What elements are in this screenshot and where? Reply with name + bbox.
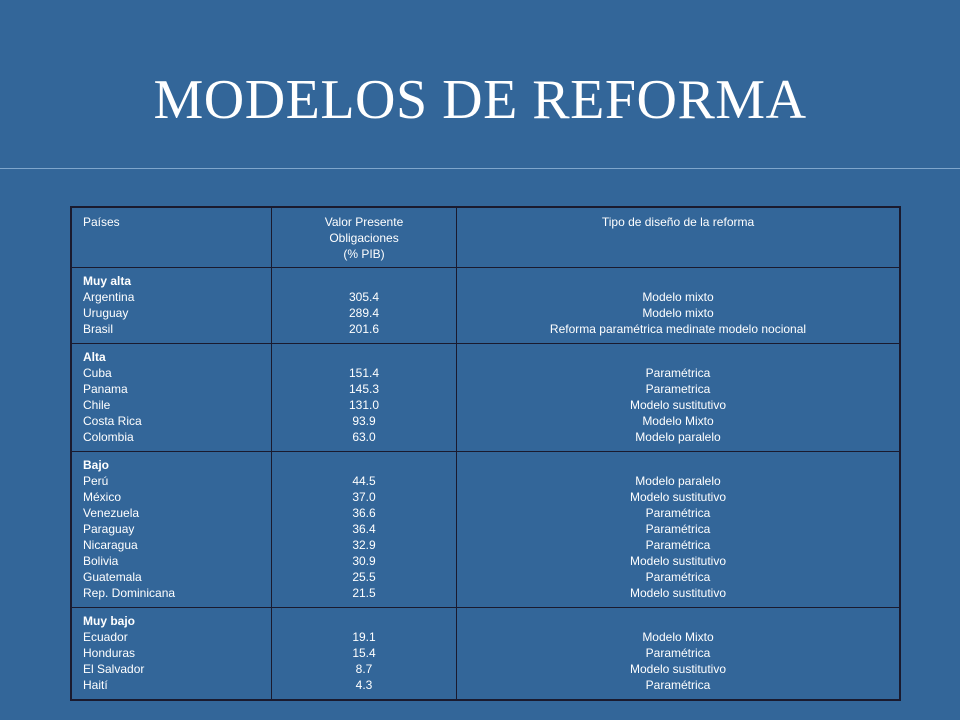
- reform-type: Modelo sustitutivo: [629, 554, 727, 568]
- header-present-value-line: (% PIB): [343, 247, 385, 261]
- obligation-value: 131.0: [348, 398, 380, 412]
- header-reform-type: Tipo de diseño de la reforma: [457, 207, 901, 268]
- obligation-value: 15.4: [352, 646, 376, 660]
- group-label: Muy bajo: [83, 614, 136, 628]
- reform-type: Paramétrica: [645, 570, 711, 584]
- country-name: El Salvador: [83, 662, 145, 676]
- table-header-row: [71, 207, 900, 268]
- reform-type: Paramétrica: [645, 646, 711, 660]
- country-name: Paraguay: [83, 522, 135, 536]
- reform-type: Paramétrica: [645, 506, 711, 520]
- country-name: Costa Rica: [83, 414, 142, 428]
- country-name: Cuba: [83, 366, 112, 380]
- group-label: Alta: [83, 350, 106, 364]
- countries-cell: [71, 344, 272, 452]
- cell-spacer: [272, 613, 456, 629]
- reform-type: Parametrica: [645, 382, 711, 396]
- table-body: [71, 268, 900, 701]
- country-name: Guatemala: [83, 570, 142, 584]
- reform-type: Modelo sustitutivo: [629, 662, 727, 676]
- table-row: [71, 268, 900, 344]
- obligation-value: 30.9: [352, 554, 376, 568]
- obligation-value: 201.6: [348, 322, 380, 336]
- obligation-value: 145.3: [348, 382, 380, 396]
- obligation-value: 37.0: [352, 490, 376, 504]
- obligation-value: 21.5: [352, 586, 376, 600]
- reform-type: Paramétrica: [645, 678, 711, 692]
- values-cell: [272, 452, 457, 608]
- header-countries: Países: [71, 207, 272, 268]
- country-name: Panama: [83, 382, 128, 396]
- countries-cell: [71, 608, 272, 701]
- slide-title: MODELOS DE REFORMA: [153, 69, 807, 131]
- reform-type: Paramétrica: [645, 366, 711, 380]
- obligation-value: 44.5: [352, 474, 376, 488]
- reform-type: Modelo sustitutivo: [629, 586, 727, 600]
- group-label: Muy alta: [83, 274, 132, 288]
- reform-type: Modelo sustitutivo: [629, 490, 727, 504]
- country-name: Rep. Dominicana: [83, 586, 176, 600]
- country-name: Brasil: [83, 322, 114, 336]
- table-row: [71, 452, 900, 608]
- obligation-value: 4.3: [355, 678, 373, 692]
- country-name: Argentina: [83, 290, 135, 304]
- reform-type: Paramétrica: [645, 522, 711, 536]
- table-row: [71, 344, 900, 452]
- header-present-value-line: Valor Presente: [324, 215, 404, 229]
- country-name: Ecuador: [83, 630, 128, 644]
- country-name: Haití: [83, 678, 108, 692]
- country-name: Honduras: [83, 646, 136, 660]
- reform-type: Modelo paralelo: [635, 474, 721, 488]
- obligation-value: 63.0: [352, 430, 376, 444]
- table-row: [71, 608, 900, 701]
- countries-cell: [71, 268, 272, 344]
- reform-models-table: [70, 206, 901, 701]
- country-name: Chile: [83, 398, 111, 412]
- cell-spacer: [272, 457, 456, 473]
- values-cell: [272, 268, 457, 344]
- country-name: Uruguay: [83, 306, 129, 320]
- reform-type: Reforma paramétrica medinate modelo nocional: [549, 322, 807, 336]
- obligation-value: 25.5: [352, 570, 376, 584]
- values-cell: [272, 344, 457, 452]
- obligation-value: 36.4: [352, 522, 376, 536]
- title-divider: [0, 168, 960, 169]
- country-name: Bolivia: [83, 554, 119, 568]
- country-name: México: [83, 490, 122, 504]
- countries-cell: [71, 452, 272, 608]
- obligation-value: 19.1: [352, 630, 376, 644]
- obligation-value: 8.7: [355, 662, 373, 676]
- obligation-value: 36.6: [352, 506, 376, 520]
- reform-cell: [457, 452, 901, 608]
- header-present-value-line: Obligaciones: [329, 231, 399, 245]
- reform-cell: [457, 608, 901, 701]
- reform-type: Modelo paralelo: [635, 430, 721, 444]
- reform-type: Modelo mixto: [642, 290, 714, 304]
- reform-cell: [457, 344, 901, 452]
- country-name: Perú: [83, 474, 109, 488]
- reform-type: Modelo Mixto: [642, 630, 714, 644]
- obligation-value: 32.9: [352, 538, 376, 552]
- group-label: Bajo: [83, 458, 110, 472]
- obligation-value: 305.4: [348, 290, 380, 304]
- reform-table-container: [70, 206, 901, 701]
- cell-spacer: [457, 349, 899, 365]
- reform-type: Modelo sustitutivo: [629, 398, 727, 412]
- reform-cell: [457, 268, 901, 344]
- cell-spacer: [457, 613, 899, 629]
- cell-spacer: [457, 457, 899, 473]
- values-cell: [272, 608, 457, 701]
- obligation-value: 151.4: [348, 366, 380, 380]
- country-name: Colombia: [83, 430, 134, 444]
- reform-type: Modelo Mixto: [642, 414, 714, 428]
- cell-spacer: [457, 273, 899, 289]
- cell-spacer: [272, 349, 456, 365]
- obligation-value: 289.4: [348, 306, 380, 320]
- reform-type: Paramétrica: [645, 538, 711, 552]
- reform-type: Modelo mixto: [642, 306, 714, 320]
- header-present-value: [272, 207, 457, 268]
- country-name: Venezuela: [83, 506, 140, 520]
- country-name: Nicaragua: [83, 538, 138, 552]
- obligation-value: 93.9: [352, 414, 376, 428]
- cell-spacer: [272, 273, 456, 289]
